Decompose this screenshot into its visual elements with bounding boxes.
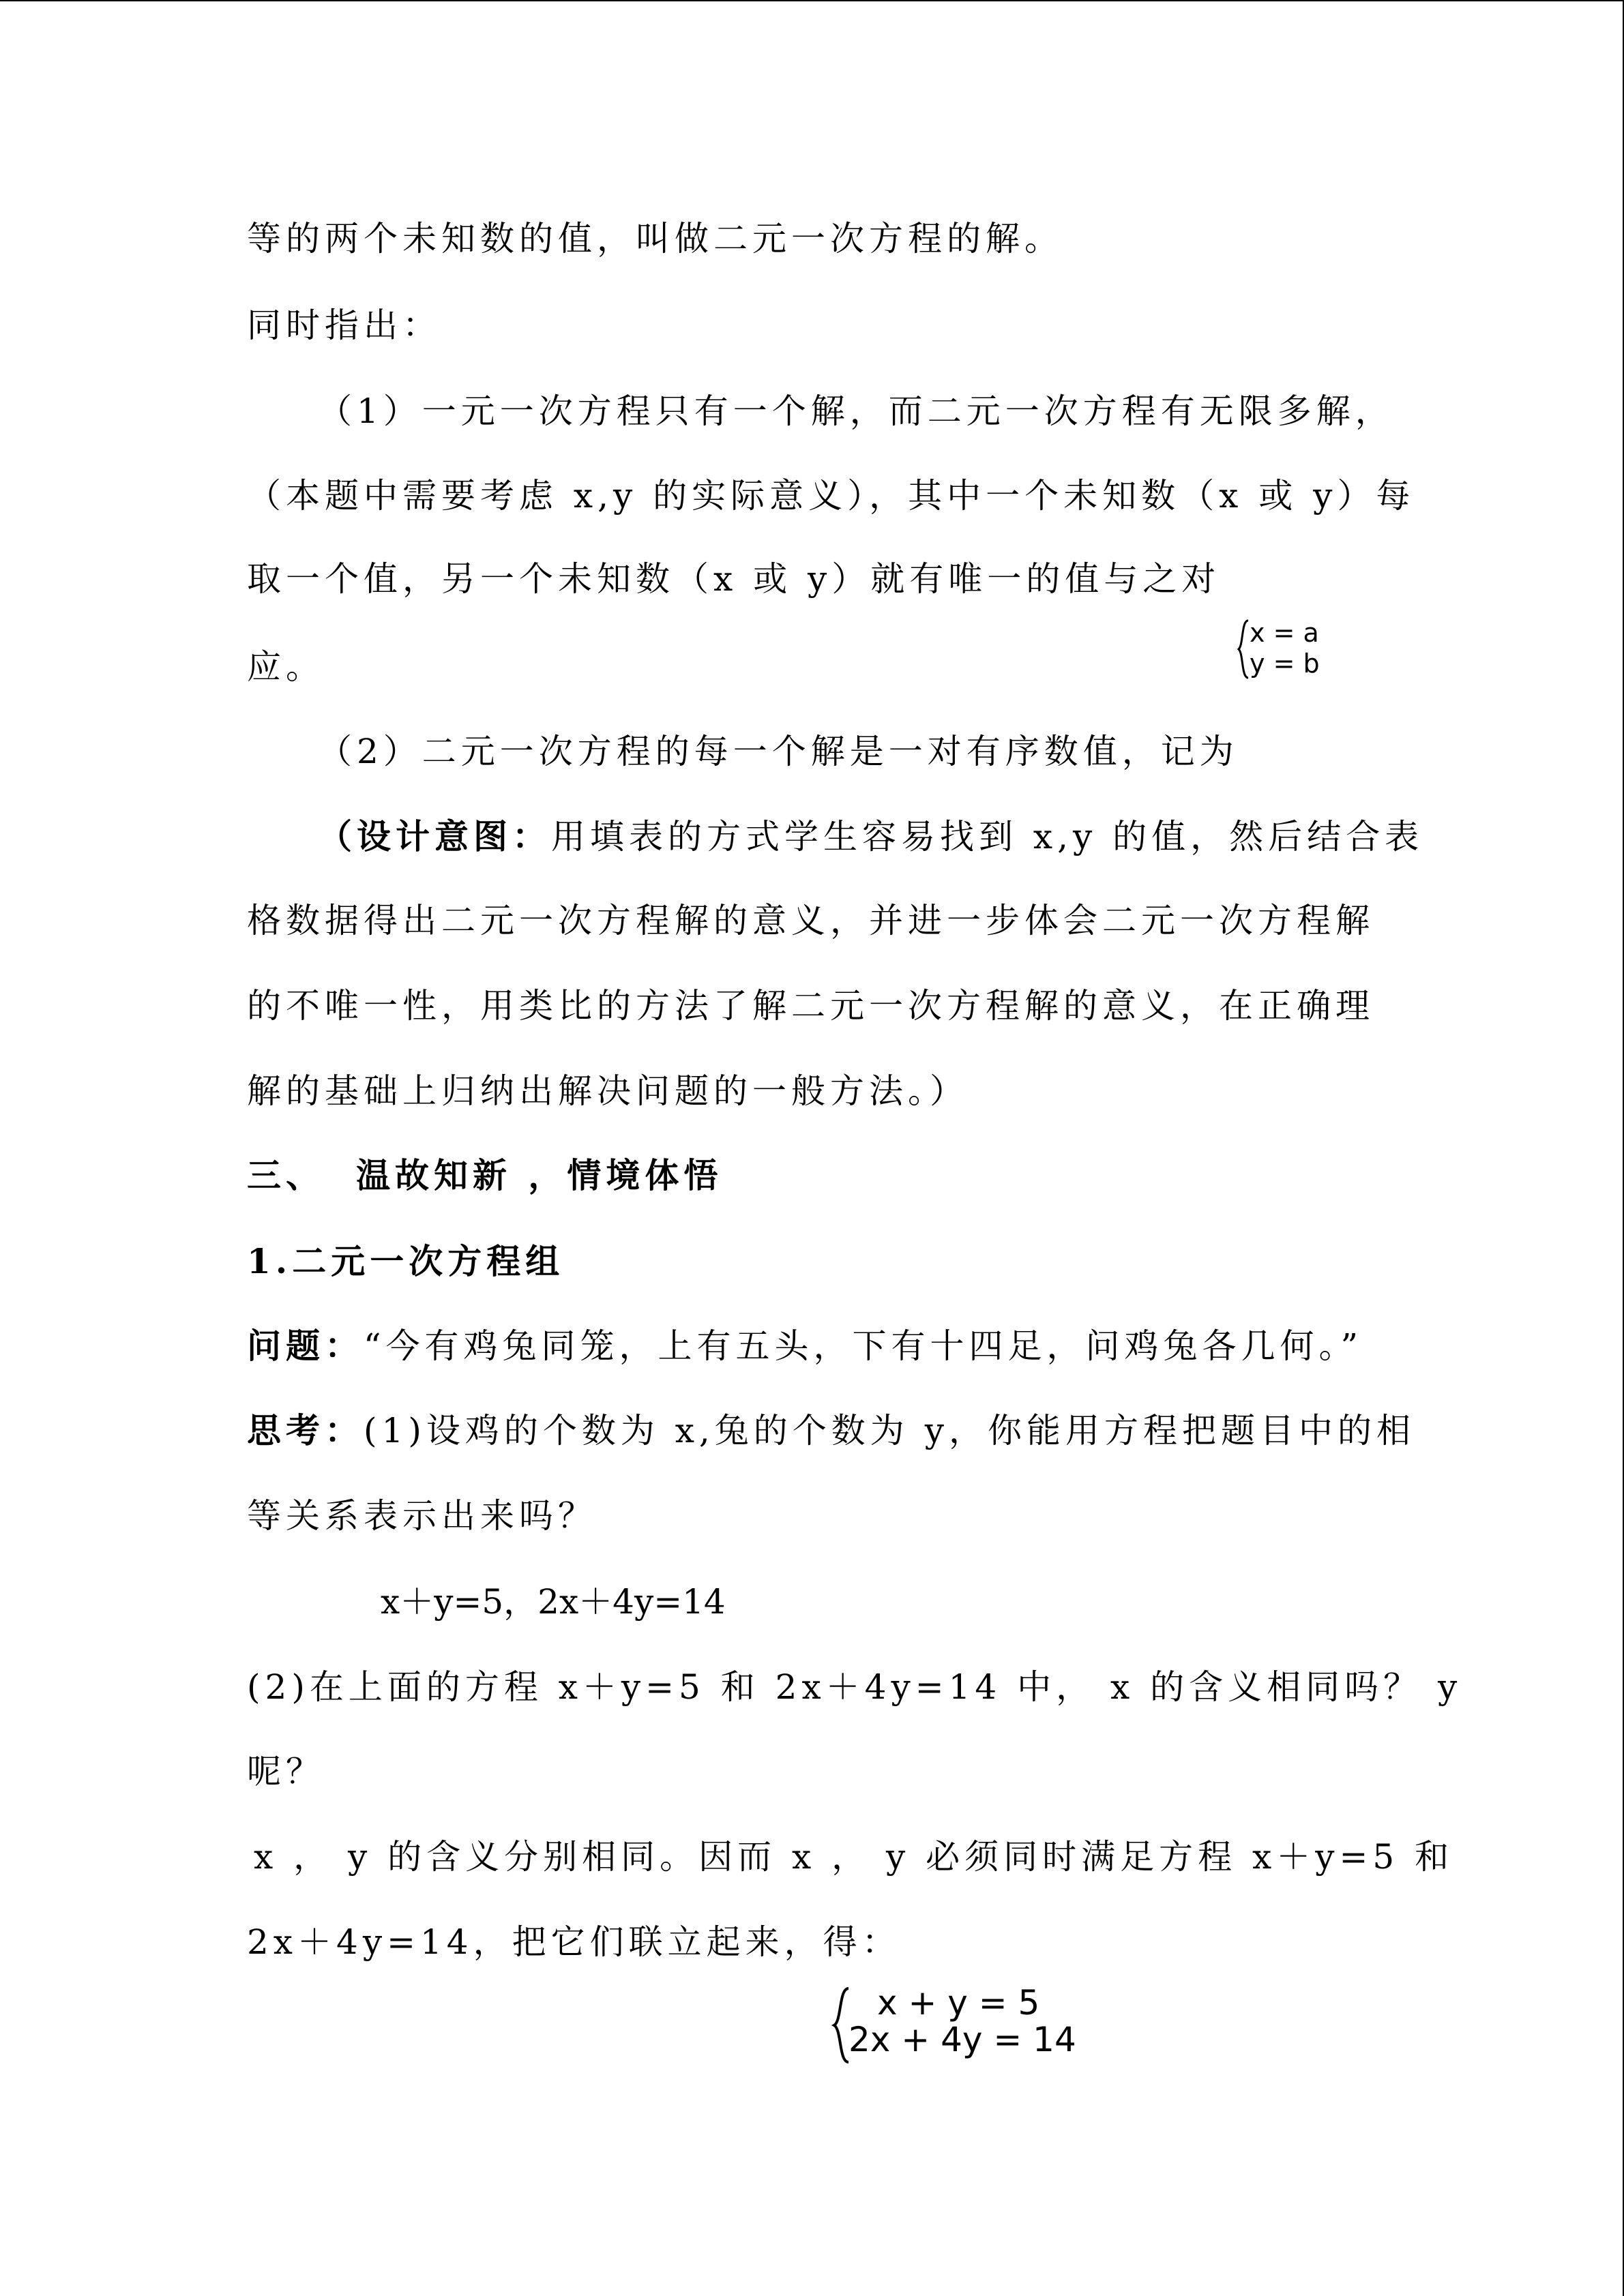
paragraph-line: 的不唯一性，用类比的方法了解二元一次方程解的意义，在正确理: [247, 986, 1374, 1026]
system-equation-1: x + y = 5: [877, 1983, 1040, 2023]
system-equation-2: 2x + 4y = 14: [848, 2020, 1076, 2059]
equation-line: x＋y=5，2x＋4y=14: [381, 1582, 726, 1622]
paragraph-line: 格数据得出二元一次方程解的意义，并进一步体会二元一次方程解: [247, 901, 1374, 940]
think-label: 思考：: [247, 1410, 364, 1450]
think-line: [247, 1410, 1415, 1451]
paragraph-line: 等关系表示出来吗？: [247, 1496, 597, 1536]
section-title: 温故知新 ，情境体悟: [356, 1155, 723, 1195]
paragraph-line: 呢？: [247, 1752, 325, 1791]
subsection-heading: 1.二元一次方程组: [247, 1241, 565, 1281]
paragraph-line: 同时指出：: [247, 305, 441, 345]
paragraph-line: (2)在上面的方程 x＋y=5 和 2x＋4y=14 中， x 的含义相同吗？ y: [247, 1667, 1462, 1707]
paragraph-line: （本题中需要考虑 x,y 的实际意义），其中一个未知数（x 或 y）每: [247, 476, 1415, 516]
paragraph-line: x ， y 的含义分别相同。因而 x ， y 必须同时满足方程 x＋y=5 和: [254, 1837, 1454, 1877]
paragraph-line: 解的基础上归纳出解决问题的一般方法。）: [247, 1071, 969, 1111]
section-heading: [247, 1155, 722, 1196]
paragraph-line: 等的两个未知数的值，叫做二元一次方程的解。: [247, 219, 1063, 258]
paragraph-line: （1）一元一次方程只有一个解，而二元一次方程有无限多解，: [318, 391, 1394, 431]
section-number: 三、: [247, 1155, 325, 1195]
solution-y: y = b: [1250, 648, 1320, 679]
problem-text: “今有鸡兔同笼，上有五头，下有十四足，问鸡兔各几何。”: [364, 1326, 1363, 1366]
paragraph-line: 2x＋4y=14，把它们联立起来，得：: [247, 1922, 901, 1962]
design-intent-line: [318, 816, 1423, 857]
left-brace-icon: [1236, 618, 1251, 681]
problem-line: [247, 1326, 1363, 1367]
solution-x: x = a: [1250, 618, 1319, 648]
paragraph-line: 应。: [247, 647, 325, 687]
paragraph-line: （2）二元一次方程的每一个解是一对有序数值，记为: [318, 732, 1239, 771]
design-intent-text: 用填表的方式学生容易找到 x,y 的值，然后结合表: [551, 817, 1424, 856]
problem-label: 问题：: [247, 1326, 364, 1366]
design-intent-label: （设计意图：: [318, 816, 551, 856]
think-text: (1)设鸡的个数为 x,兔的个数为 y，你能用方程把题目中的相: [364, 1411, 1415, 1450]
paragraph-line: 取一个值，另一个未知数（x 或 y）就有唯一的值与之对: [247, 559, 1221, 599]
